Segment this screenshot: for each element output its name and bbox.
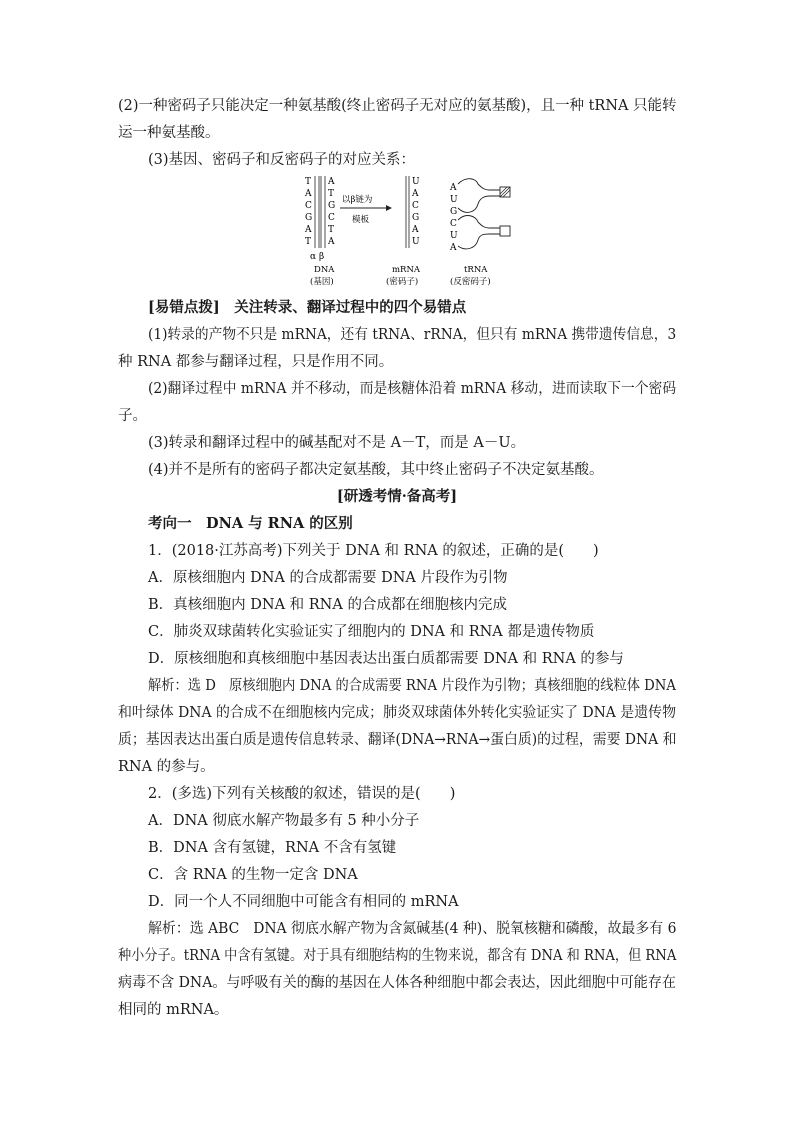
mrna-strand — [406, 176, 420, 248]
answer-2-line-2: 种小分子。tRNA 中含有氢键。对于具有细胞结构的生物来说，都含有 DNA 和 RNA，但 RNA — [118, 948, 677, 964]
tip-2-line-2: 子。 — [118, 408, 147, 424]
answer-2-line-4: 相同的 mRNA。 — [118, 1002, 229, 1018]
dna-sub: (基因) — [310, 277, 334, 287]
tip-4: (4)并不是所有的密码子都决定氨基酸，其中终止密码子不决定氨基酸。 — [148, 462, 604, 478]
answer-1-line-1: 解析：选 D 原核细胞内 DNA 的合成需要 RNA 片段作为引物；真核细胞的线粒体 DNA — [148, 678, 676, 694]
point-3: (3)基因、密码子和反密码子的对应关系： — [148, 152, 416, 168]
trna-base: C — [450, 219, 457, 229]
beta-base: T — [328, 225, 335, 235]
mrna-base: C — [412, 201, 419, 211]
question-2-option-d: D．同一个人不同细胞中可能含有相同的 mRNA — [148, 894, 459, 910]
trna-sub: (反密码子) — [450, 277, 491, 287]
question-2: 2．(多选)下列有关核酸的叙述，错误的是( ) — [148, 786, 456, 802]
question-2-option-c: C．含 RNA 的生物一定含 DNA — [148, 867, 358, 883]
beta-base: T — [328, 189, 335, 199]
alpha-base: A — [305, 189, 312, 199]
dna-label: DNA — [314, 265, 335, 275]
alpha-base: G — [305, 213, 313, 223]
trna-base: A — [450, 183, 457, 193]
beta-base: A — [328, 237, 335, 247]
question-1-option-d: D．原核细胞和真核细胞中基因表达出蛋白质都需要 DNA 和 RNA 的参与 — [148, 651, 624, 667]
trna-base: U — [450, 195, 458, 205]
beta-base: G — [328, 201, 336, 211]
point-2-line-1: (2)一种密码子只能决定一种氨基酸(终止密码子无对应的氨基酸)，且一种 tRNA 只能转 — [118, 98, 677, 114]
tip-1-line-1: (1)转录的产物不只是 mRNA，还有 tRNA、rRNA，但只有 mRNA 携带遗传信息，3 — [148, 327, 677, 343]
question-2-option-a: A．DNA 彻底水解产物最多有 5 种小分子 — [148, 813, 420, 829]
amino-acid-box-lower — [500, 226, 510, 236]
trna-label: tRNA — [464, 265, 488, 275]
strand-labels: α β — [310, 252, 325, 262]
answer-2-line-3: 病毒不含 DNA。与呼吸有关的酶的基因在人体各种细胞中都会表达，因此细胞中可能存在 — [118, 975, 676, 991]
answer-1-line-2: 和叶绿体 DNA 的合成不在细胞核内完成；肺炎双球菌体外转化实验证实了 DNA 是遗传物 — [118, 705, 677, 721]
alpha-base: T — [305, 177, 312, 187]
trna-molecules — [449, 179, 510, 253]
alpha-base: C — [305, 201, 312, 211]
question-2-option-b: B．DNA 含有氢键，RNA 不含有氢键 — [148, 840, 397, 856]
arrow-label-line-2: 模板 — [352, 215, 370, 225]
codon-correspondence-figure — [300, 172, 530, 292]
mrna-base: A — [412, 189, 419, 199]
exam-direction-heading: 考向一 DNA 与 RNA 的区别 — [148, 515, 353, 532]
mrna-base: G — [412, 213, 420, 223]
answer-2-line-1: 解析：选 ABC DNA 彻底水解产物为含氮碱基(4 种)、脱氧核糖和磷酸，故最多有 6 — [148, 921, 677, 937]
trna-base: U — [450, 231, 458, 241]
alpha-base: A — [305, 225, 312, 235]
alpha-base: T — [305, 237, 312, 247]
figure-labels — [310, 265, 491, 287]
beta-base: C — [328, 213, 335, 223]
dna-double-strand — [304, 176, 335, 262]
tip-2-line-1: (2)翻译过程中 mRNA 并不移动，而是核糖体沿着 mRNA 移动，进而读取下一个密码 — [148, 381, 677, 397]
arrow-label-line-1: 以β链为 — [342, 195, 373, 205]
answer-1-line-4: RNA 的参与。 — [118, 759, 215, 775]
trna-shape-lower — [458, 216, 500, 249]
mrna-label: mRNA — [392, 265, 421, 275]
question-1: 1．(2018·江苏高考)下列关于 DNA 和 RNA 的叙述，正确的是( ) — [148, 543, 599, 559]
trna-shape-upper — [458, 179, 500, 213]
answer-1-line-3: 质；基因表达出蛋白质是遗传信息转录、翻译(DNA→RNA→蛋白质)的过程，需要 DNA 和 — [118, 732, 677, 748]
mrna-base: U — [412, 177, 420, 187]
beta-base: A — [328, 177, 335, 187]
section-heading: [研透考情·备高考] — [336, 488, 458, 505]
tip-3: (3)转录和翻译过程中的碱基配对不是 A－T，而是 A－U。 — [148, 435, 526, 451]
transcription-arrow — [340, 194, 392, 225]
tip-1-line-2: 种 RNA 都参与翻译过程，只是作用不同。 — [118, 354, 394, 370]
trna-base: G — [450, 207, 458, 217]
question-1-option-c: C．肺炎双球菌转化实验证实了细胞内的 DNA 和 RNA 都是遗传物质 — [148, 624, 595, 640]
mrna-sub: (密码子) — [386, 277, 419, 287]
point-2-line-2: 运一种氨基酸。 — [118, 125, 220, 141]
tip-title: [易错点拨] 关注转录、翻译过程中的四个易错点 — [148, 299, 467, 316]
trna-base: A — [450, 243, 457, 253]
mrna-base: U — [412, 237, 420, 247]
question-1-option-a: A．原核细胞内 DNA 的合成都需要 DNA 片段作为引物 — [148, 570, 508, 586]
mrna-base: A — [412, 225, 419, 235]
question-1-option-b: B．真核细胞内 DNA 和 RNA 的合成都在细胞核内完成 — [148, 597, 507, 613]
